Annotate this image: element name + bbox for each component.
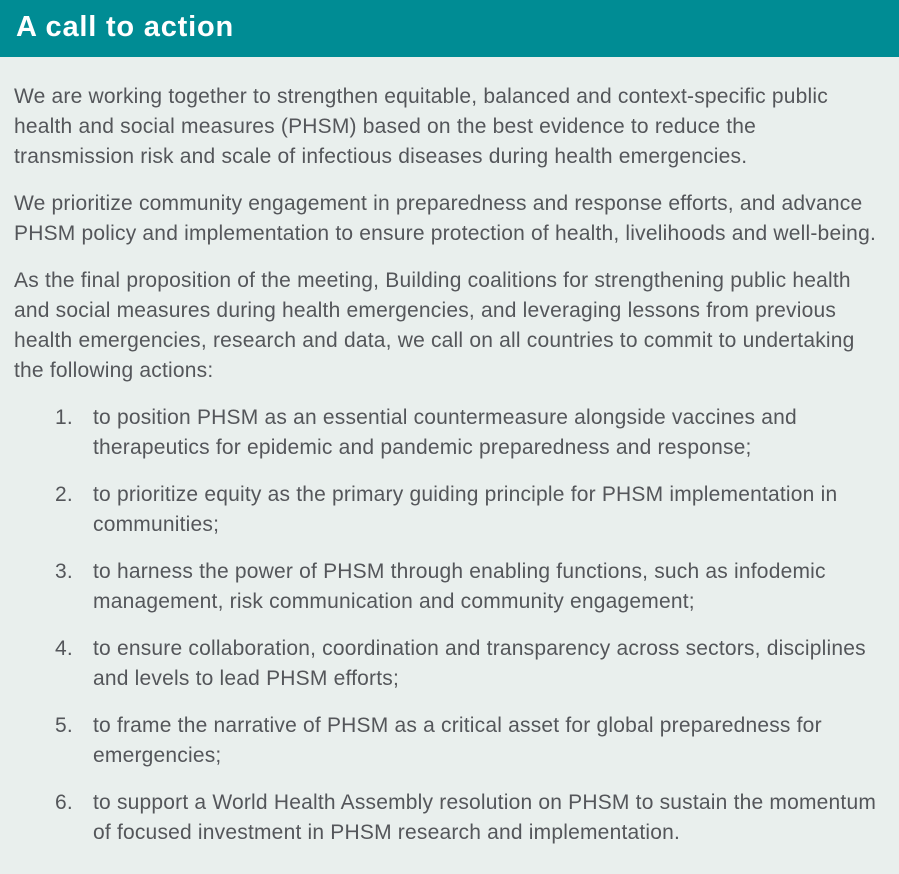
list-item xyxy=(55,711,879,771)
list-item-number: 4. xyxy=(55,637,73,660)
list-item-text: to ensure collaboration, coordination and transparency across sectors, disciplines and levels to lead PHSM efforts; xyxy=(93,637,866,690)
list-item xyxy=(55,403,879,463)
list-item xyxy=(55,788,879,848)
list-item-text: to position PHSM as an essential countermeasure alongside vaccines and therapeutics for epidemic and pandemic preparedness and response; xyxy=(93,406,797,459)
list-item xyxy=(55,480,879,540)
list-item-number: 6. xyxy=(55,791,73,814)
list-item-number: 2. xyxy=(55,483,73,506)
list-item xyxy=(55,634,879,694)
paragraph-working-together: We are working together to strengthen equitable, balanced and context-specific public health and social measures (PHSM) based on the best evidence to reduce the transmission risk and scale of infectious diseases during health emergencies. xyxy=(14,85,828,168)
list-item-text: to harness the power of PHSM through enabling functions, such as infodemic management, risk communication and community engagement; xyxy=(93,560,826,613)
actions-list xyxy=(55,403,879,848)
paragraph-prioritize-community: We prioritize community engagement in preparedness and response efforts, and advance PHSM policy and implementation to ensure protection of health, livelihoods and well-being. xyxy=(14,192,876,245)
page-title: A call to action xyxy=(16,11,234,43)
list-item-number: 1. xyxy=(55,406,73,429)
body-content xyxy=(0,57,899,848)
list-item-text: to prioritize equity as the primary guiding principle for PHSM implementation in communities; xyxy=(93,483,838,536)
list-item-number: 5. xyxy=(55,714,73,737)
list-item xyxy=(55,557,879,617)
paragraph-final-proposition: As the final proposition of the meeting, Building coalitions for strengthening public health and social measures during health emergencies, and leveraging lessons from previous health emergencies, research and data, we call on all countries to commit to undertaking the following actions: xyxy=(14,269,855,382)
list-item-text: to support a World Health Assembly resolution on PHSM to sustain the momentum of focused investment in PHSM research and implementation. xyxy=(93,791,877,844)
header-bar xyxy=(0,0,899,57)
list-item-text: to frame the narrative of PHSM as a critical asset for global preparedness for emergencies; xyxy=(93,714,822,767)
list-item-number: 3. xyxy=(55,560,73,583)
